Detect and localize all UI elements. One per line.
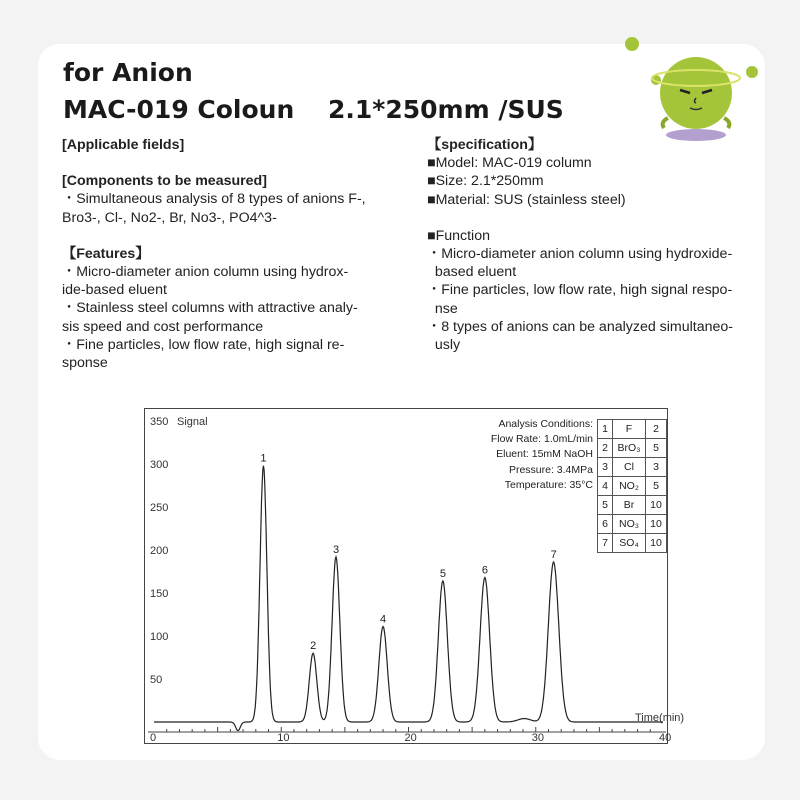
function-text: ・Fine particles, low flow rate, high signal respo- — [427, 282, 733, 299]
x-tick-label: 0 — [150, 732, 157, 744]
y-tick-label: 300 — [150, 459, 169, 471]
x-tick-label: 10 — [277, 732, 290, 744]
components-text: Bro3-, Cl-, No2-, Br, No3-, PO4^3- — [62, 209, 277, 226]
ion-row: 2 BrO₃ 5 — [598, 439, 667, 458]
peak-label: 1 — [260, 452, 267, 465]
title-line-2: MAC-019 Coloun 2.1*250mm /SUS — [63, 95, 564, 124]
chromatogram-chart — [144, 408, 685, 744]
left-column — [62, 136, 397, 372]
features-text: sis speed and cost performance — [62, 318, 264, 335]
ion-row: 6 NO₃ 10 — [598, 515, 667, 534]
function-text: usly — [427, 337, 461, 354]
ion-row: 5 Br 10 — [598, 496, 667, 515]
applicable-fields-heading: [Applicable fields] — [62, 137, 185, 153]
ion-row: 1 F 2 — [598, 420, 667, 439]
y-axis-label: Signal — [177, 416, 208, 428]
features-text: ・Stainless steel columns with attractive analy- — [62, 300, 358, 317]
features-text: sponse — [62, 355, 108, 372]
ion-row: 3 Cl 3 — [598, 458, 667, 477]
y-tick-label: 350 — [150, 416, 169, 428]
components-text: ・Simultaneous analysis of 8 types of anions F-, — [62, 191, 366, 208]
condition-line: Flow Rate: 1.0mL/min — [490, 433, 593, 446]
x-tick-label: 20 — [404, 732, 417, 744]
x-tick-label: 40 — [659, 732, 672, 744]
specification-heading: 【specification】 — [427, 137, 543, 153]
spec-text: ■Material: SUS (stainless steel) — [427, 191, 626, 208]
ion-table — [597, 419, 667, 553]
peak-label: 2 — [310, 640, 317, 653]
features-text: ide-based eluent — [62, 282, 167, 299]
components-heading: [Components to be measured] — [62, 173, 267, 190]
function-text: based eluent — [427, 264, 517, 281]
ion-row: 4 NO₂ 5 — [598, 477, 667, 496]
spec-text: ■Size: 2.1*250mm — [427, 173, 544, 190]
y-tick-label: 100 — [150, 631, 169, 643]
x-axis-label: Time(min) — [635, 712, 685, 724]
y-tick-label: 200 — [150, 545, 169, 557]
features-heading: 【Features】 — [62, 245, 150, 262]
peak-label: 6 — [481, 564, 488, 577]
function-text: ・8 types of anions can be analyzed simultaneo- — [427, 318, 734, 335]
green-ball-mascot-icon — [628, 30, 768, 150]
y-tick-label: 250 — [150, 502, 169, 514]
y-tick-label: 50 — [150, 674, 163, 686]
x-tick-label: 30 — [531, 732, 544, 744]
peak-label: 3 — [332, 543, 340, 556]
ion-row: 7 SO₄ 10 — [598, 534, 667, 553]
analysis-conditions — [467, 417, 593, 493]
peak-label: 5 — [439, 567, 446, 580]
condition-line: Eluent: 15mM NaOH — [496, 448, 593, 461]
peak-label: 7 — [550, 549, 557, 562]
peak-label: 4 — [380, 613, 387, 626]
condition-line: Temperature: 35°C — [504, 478, 593, 491]
features-text: ・Fine particles, low flow rate, high signal re- — [62, 336, 345, 353]
features-text: ・Micro-diameter anion column using hydrox- — [62, 264, 349, 281]
right-column — [427, 136, 762, 354]
title-line-1: for Anion — [63, 58, 193, 87]
function-text: ・Micro-diameter anion column using hydroxide- — [427, 246, 733, 263]
function-text: nse — [427, 300, 458, 317]
y-tick-label: 150 — [150, 588, 169, 600]
condition-line: Pressure: 3.4MPa — [508, 463, 593, 476]
spec-text: ■Model: MAC-019 column — [427, 155, 592, 172]
signal-trace — [154, 466, 663, 731]
function-heading: ■Function — [427, 227, 490, 244]
condition-line: Analysis Conditions: — [498, 418, 593, 430]
